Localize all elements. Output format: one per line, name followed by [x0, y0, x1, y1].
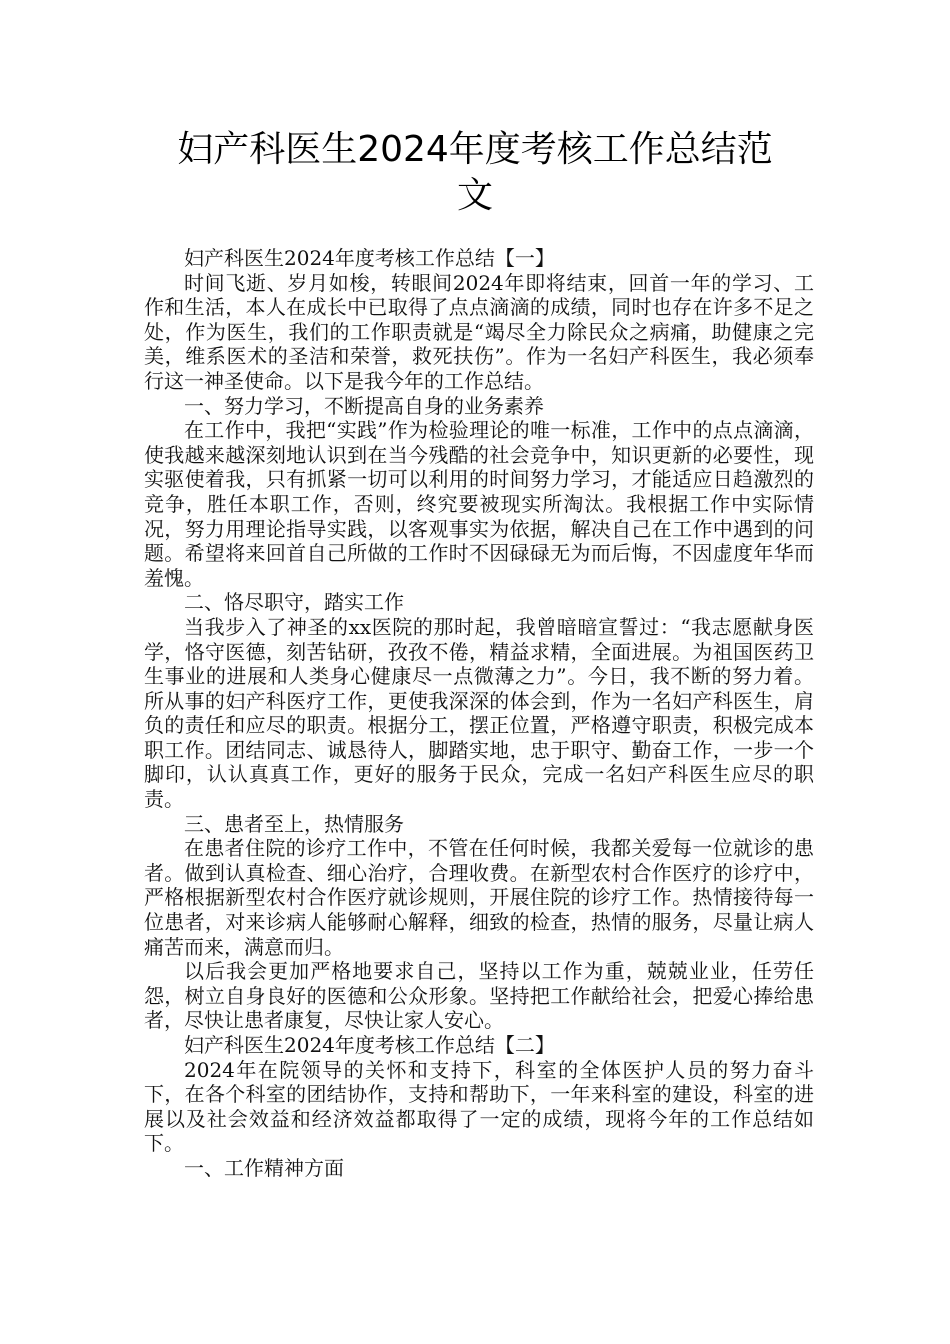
part-2-intro-paragraph: 2024年在院领导的关怀和支持下，科室的全体医护人员的努力奋斗下，在各个科室的团结协作，支持和帮助下，一年来科室的建设，科室的进展以及社会效益和经济效益都取得了一定的成绩，现将今年的工作总结如下。 — [144, 1057, 814, 1156]
service-paragraph: 在患者住院的诊疗工作中，不管在任何时候，我都关爱每一位就诊的患者。做到认真检查、细心治疗，合理收费。在新型农村合作医疗的诊疗中，严格根据新型农村合作医疗就诊规则，开展住院的诊疗工作。热情接待每一位患者，对来诊病人能够耐心解释，细致的检查，热情的服务，尽量让病人痛苦而来，满意而归。 — [144, 836, 814, 959]
document-title — [110, 127, 840, 219]
duty-paragraph: 当我步入了神圣的xx医院的那时起，我曾暗暗宣誓过：“我志愿献身医学，恪守医德，刻苦钻研，孜孜不倦，精益求精，全面进展。为祖国医药卫生事业的进展和人类身心健康尽一点微薄之力”。今日，我不断的努力着。所从事的妇产科医疗工作，更使我深深的体会到，作为一名妇产科医生，肩负的责任和应尽的职责。根据分工，摆正位置，严格遵守职责，积极完成本职工作。团结同志、诚恳待人，脚踏实地，忠于职守、勤奋工作，一步一个脚印，认认真真工作，更好的服务于民众，完成一名妇产科医生应尽的职责。 — [144, 614, 814, 812]
title-line-2: 文 — [456, 175, 493, 216]
section-heading-part-2: 妇产科医生2024年度考核工作总结【二】 — [184, 1033, 555, 1057]
subheading-service: 三、患者至上，热情服务 — [184, 811, 404, 836]
study-paragraph: 在工作中，我把“实践”作为检验理论的唯一标准，工作中的点点滴滴，使我越来越深刻地认识到在当今残酷的社会竞争中，知识更新的必要性，现实驱使着我，只有抓紧一切可以利用的时间努力学习，才能适应日趋激烈的竞争，胜任本职工作，否则，终究要被现实所淘汰。我根据工作中实际情况，努力用理论指导实践，以客观事实为依据，解决自己在工作中遇到的问题。希望将来回首自己所做的工作时不因碌碌无为而后悔，不因虚度年华而羞愧。 — [144, 418, 814, 590]
subheading-work-spirit: 一、工作精神方面 — [184, 1155, 344, 1180]
section-heading-part-1: 妇产科医生2024年度考核工作总结【一】 — [184, 246, 555, 270]
document-body — [144, 246, 814, 1181]
subheading-study: 一、努力学习，不断提高自身的业务素养 — [184, 393, 544, 418]
title-line-1: 妇产科医生2024年度考核工作总结范 — [177, 129, 773, 170]
intro-paragraph: 时间飞逝、岁月如梭，转眼间2024年即将结束，回首一年的学习、工作和生活，本人在成长中已取得了点点滴滴的成绩，同时也存在许多不足之处，作为医生，我们的工作职责就是“竭尽全力除民众之病痛，助健康之完美，维系医术的圣洁和荣誉，救死扶伤”。作为一名妇产科医生，我必须奉行这一神圣使命。以下是我今年的工作总结。 — [144, 270, 814, 393]
subheading-duty: 二、恪尽职守，踏实工作 — [184, 590, 404, 615]
closing-paragraph: 以后我会更加严格地要求自己，坚持以工作为重，兢兢业业，任劳任怨，树立自身良好的医德和公众形象。坚持把工作献给社会，把爱心捧给患者，尽快让患者康复，尽快让家人安心。 — [144, 959, 814, 1033]
